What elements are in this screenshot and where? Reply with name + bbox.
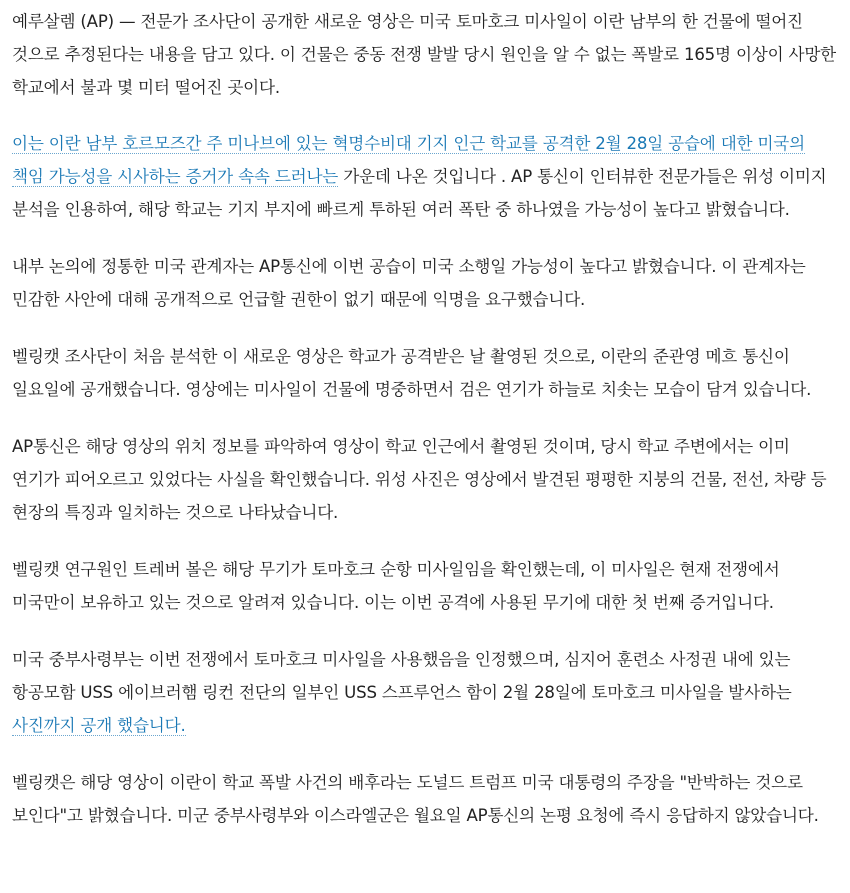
paragraph-3: 내부 논의에 정통한 미국 관계자는 AP통신에 이번 공습이 미국 소행일 가능성이 높다고 밝혔습니다. 이 관계자는 민감한 사안에 대해 공개적으로 언급할 권한이 없기 때문에 익명을 요구했습니다. [12, 257, 806, 309]
evidence-link[interactable]: 이는 이란 남부 호르모즈간 주 미나브에 있는 혁명수비대 기지 인근 학교를 공격한 2월 28일 공습에 대한 미국의 책임 가능성을 시사하는 증거가 속속 드러나는 [12, 134, 805, 186]
paragraph-7 [12, 643, 838, 742]
paragraph-6: 벨링캣 연구원인 트레버 볼은 해당 무기가 토마호크 순항 미사일임을 확인했는데, 이 미사일은 현재 전쟁에서 미국만이 보유하고 있는 것으로 알려져 있습니다. 이는 이번 공격에 사용된 무기에 대한 첫 번째 증거입니다. [12, 560, 780, 612]
paragraph-1: 예루살렘 (AP) — 전문가 조사단이 공개한 새로운 영상은 미국 토마호크 미사일이 이란 남부의 한 건물에 떨어진 것으로 추정된다는 내용을 담고 있다. 이 건물은 중동 전쟁 발발 당시 원인을 알 수 없는 폭발로 165명 이상이 사망한 학교에서 불과 몇 미터 떨어진 곳이다. [12, 12, 836, 97]
photo-release-link[interactable]: 사진까지 공개 했습니다. [12, 716, 186, 735]
paragraph-2 [12, 127, 838, 226]
paragraph-5: AP통신은 해당 영상의 위치 정보를 파악하여 영상이 학교 인근에서 촬영된 것이며, 당시 학교 주변에서는 이미 연기가 피어오르고 있었다는 사실을 확인했습니다. 위성 사진은 영상에서 발견된 평평한 지붕의 건물, 전선, 차량 등 현장의 특징과 일치하는 것으로 나타났습니다. [12, 437, 827, 522]
paragraph-4: 벨링캣 조사단이 처음 분석한 이 새로운 영상은 학교가 공격받은 날 촬영된 것으로, 이란의 준관영 메흐 통신이 일요일에 공개했습니다. 영상에는 미사일이 건물에 명중하면서 검은 연기가 하늘로 치솟는 모습이 담겨 있습니다. [12, 347, 812, 399]
paragraph-7-text: 미국 중부사령부는 이번 전쟁에서 토마호크 미사일을 사용했음을 인정했으며, 심지어 훈련소 사정권 내에 있는 항공모함 USS 에이브러햄 링컨 전단의 일부인 USS 스프루언스 함이 2월 28일에 토마호크 미사일을 발사하는 [12, 650, 792, 702]
paragraph-8: 벨링캣은 해당 영상이 이란이 학교 폭발 사건의 배후라는 도널드 트럼프 미국 대통령의 주장을 "반박하는 것으로 보인다"고 밝혔습니다. 미군 중부사령부와 이스라엘군은 월요일 AP통신의 논평 요청에 즉시 응답하지 않았습니다. [12, 773, 819, 825]
paragraph-2-text: 가운데 나온 것입니다 . AP 통신이 인터뷰한 전문가들은 위성 이미지 분석을 인용하여, 해당 학교는 기지 부지에 빠르게 투하된 여러 폭탄 중 하나였을 가능성이 높다고 밝혔습니다. [12, 167, 827, 219]
